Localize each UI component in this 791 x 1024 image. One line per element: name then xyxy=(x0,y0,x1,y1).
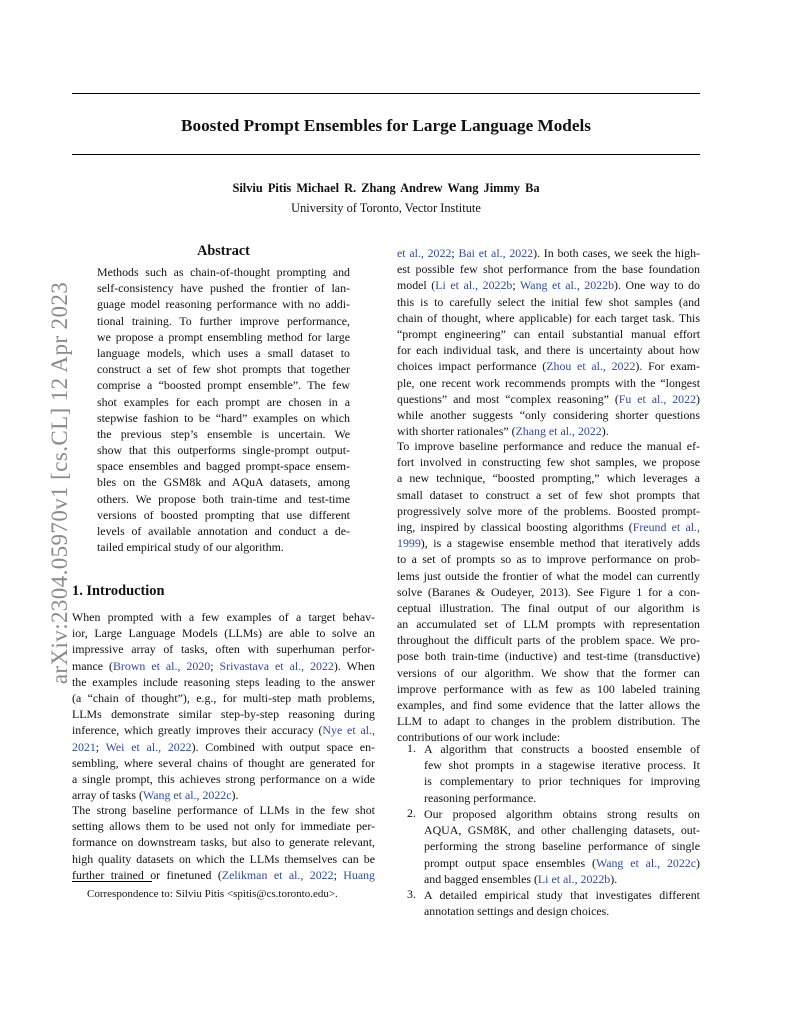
text-line: performing the strong baseline performance of single xyxy=(424,839,700,854)
text-line: versions of our algorithm. We show that the former can xyxy=(397,665,700,680)
text-line: contributions of our work include: xyxy=(397,730,561,745)
text-line: versions of boosted prompting that use different xyxy=(97,507,350,522)
text-line: space ensembles and bagged prompt-space ensem- xyxy=(97,459,350,474)
top-rule xyxy=(72,93,700,94)
list-item-number: 1. xyxy=(407,741,416,755)
text-line: est possible few shot performance from the base foundation xyxy=(397,262,700,277)
text-line: construct a set of few shot prompts that together xyxy=(97,362,350,377)
text-line: (a “chain of thought”), e.g., for multi-step math problems, xyxy=(72,690,375,705)
text-line: impressive array of tasks, often with superhuman perfor- xyxy=(72,642,375,657)
text-line: the previous step’s ensemble is uncertain. We xyxy=(97,426,350,441)
text-line: pose both train-time (inductive) and test-time (transductive) xyxy=(397,649,700,664)
text-line: bles on the GSM8k and AQuA datasets, among xyxy=(97,475,350,490)
text-line: guage model reasoning performance with no addi- xyxy=(97,297,350,312)
text-line: ior, Large Language Models (LLMs) are able to solve an xyxy=(72,626,375,641)
text-line: inference, which greatly improves their accuracy (Nye et al., xyxy=(72,723,375,738)
text-line: a single prompt, this achieves strong performance on a wide xyxy=(72,771,375,786)
text-line: to a set of prompts so as to improve performance on prob- xyxy=(397,552,700,567)
intro-paragraph-1 xyxy=(72,609,375,803)
text-line: for each individual task, and there is uncertainty about how xyxy=(397,343,700,358)
list-item xyxy=(424,806,700,887)
text-line: show that this outperforms single-prompt output- xyxy=(97,443,350,458)
text-line: LLM to adapt to changes in the problem distribution. The xyxy=(397,714,700,729)
right-paragraph-1 xyxy=(397,245,700,439)
text-line: choices impact performance (Zhou et al., 2022). For exam- xyxy=(397,359,700,374)
arxiv-side-label: arXiv:2304.05970v1 [cs.CL] 12 Apr 2023 xyxy=(47,281,72,685)
text-line: solve (Baranes & Oudeyer, 2013). See Figure 1 for a con- xyxy=(397,584,700,599)
text-line: A algorithm that constructs a boosted ensemble of xyxy=(424,742,700,756)
abstract-heading: Abstract xyxy=(197,243,250,259)
text-line: is complementary to prior techniques for improving xyxy=(424,774,700,789)
text-line: tailed empirical study of our algorithm. xyxy=(97,540,284,555)
text-line: small dataset to construct a set of few shot prompts that xyxy=(397,487,700,502)
text-line: few shot prompts in a stagewise iterative process. It xyxy=(424,758,700,773)
text-line: ple, one recent work recommends prompts with the “longest xyxy=(397,375,700,390)
text-line: tional training. To further improve performance, xyxy=(97,313,350,328)
text-line: Methods such as chain-of-thought prompting and xyxy=(97,265,350,279)
section-heading-introduction: 1. Introduction xyxy=(72,583,165,599)
text-line: this is to carefully select the initial few shot samples (and xyxy=(397,294,700,309)
text-line: comprise a “boosted prompt ensemble”. The few xyxy=(97,378,350,393)
text-line: AQUA, GSM8K, and other challenging datasets, out- xyxy=(424,823,700,838)
text-line: examples, and find some evidence that the latter allows the xyxy=(397,698,700,712)
text-line: 2021; Wei et al., 2022). Combined with output space en- xyxy=(72,739,375,754)
text-line: questions” and most “complex reasoning” (Fu et al., 2022) xyxy=(397,391,700,406)
text-line: others. We propose both train-time and test-time xyxy=(97,491,350,506)
abstract-body xyxy=(97,264,350,555)
text-line: array of tasks (Wang et al., 2022c). xyxy=(72,788,239,803)
author-list: Silviu Pitis Michael R. Zhang Andrew Wang Jimmy Ba xyxy=(232,181,540,195)
text-line: et al., 2022; Bai et al., 2022). In both cases, we seek the high- xyxy=(397,246,700,260)
text-line: while another suggests “only considering shorter questions xyxy=(397,407,700,422)
text-line: The strong baseline performance of LLMs in the few shot xyxy=(72,803,375,817)
text-line: chain of thought, where applicable) for each target task. This xyxy=(397,310,700,325)
list-item xyxy=(424,887,700,919)
text-line: setting allows them to be used not only for immediate per- xyxy=(72,819,375,834)
text-line: mance (Brown et al., 2020; Srivastava et al., 2022). When xyxy=(72,658,375,673)
text-line: annotation settings and design choices. xyxy=(424,904,610,919)
text-line: high quality datasets on which the LLMs themselves can be xyxy=(72,851,375,866)
text-line: ing, inspired by classical boosting algorithms (Freund et al., xyxy=(397,519,700,534)
list-item-number: 2. xyxy=(407,806,416,820)
text-line: throughout the difficult parts of the problem space. We pro- xyxy=(397,633,700,648)
paper-title: Boosted Prompt Ensembles for Large Language Models xyxy=(181,116,591,135)
text-line: levels of available annotation and conduct a de- xyxy=(97,524,350,538)
text-line: further trained or finetuned (Zelikman et al., 2022; Huang xyxy=(72,867,375,882)
text-line: shot examples for each prompt are chosen in a xyxy=(97,394,350,409)
text-line: 1999), is a stagewise ensemble method that iteratively adds xyxy=(397,536,700,551)
list-item-number: 3. xyxy=(407,887,416,901)
text-line: lems just outside the frontier of what the model can currently xyxy=(397,568,700,583)
text-line: and bagged ensembles (Li et al., 2022b). xyxy=(424,871,618,886)
footnote-correspondence: Correspondence to: Silviu Pitis <spitis@cs.toronto.edu>. xyxy=(87,888,338,900)
footnote-rule xyxy=(72,881,152,882)
text-line: stepwise fashion to be “hard” examples on which xyxy=(97,410,350,425)
text-line: formance on downstream tasks, but also to generate relevant, xyxy=(72,835,375,850)
text-line: language models, which uses a small dataset to xyxy=(97,345,350,360)
text-line: with shorter rationales” (Zhang et al., 2022). xyxy=(397,424,609,439)
text-line: Our proposed algorithm obtains strong results on xyxy=(424,807,700,821)
text-line: ceptual illustration. The final output of our algorithm is xyxy=(397,600,700,615)
text-line: reasoning performance. xyxy=(424,790,537,805)
text-line: an accumulated set of LLM prompts with representation xyxy=(397,617,700,632)
text-line: we propose a prompt ensembling method for large xyxy=(97,329,350,344)
text-line: When prompted with a few examples of a target behav- xyxy=(72,610,375,624)
list-item xyxy=(424,741,700,806)
text-line: LLMs demonstrate similar step-by-step reasoning during xyxy=(72,707,375,722)
text-line: fort involved in constructing few shot samples, we propose xyxy=(397,455,700,470)
affiliation: University of Toronto, Vector Institute xyxy=(291,201,481,215)
text-line: A detailed empirical study that investigates different xyxy=(424,888,700,902)
intro-paragraph-2 xyxy=(72,802,375,883)
text-line: model (Li et al., 2022b; Wang et al., 2022b). One way to do xyxy=(397,278,700,293)
text-line: To improve baseline performance and reduce the manual ef- xyxy=(397,439,700,453)
text-line: progressively solve more of the problems. Boosted prompt- xyxy=(397,503,700,518)
text-line: a new technique, “boosted prompting,” which leverages a xyxy=(397,471,700,486)
text-line: the examples include reasoning steps leading to the answer xyxy=(72,674,375,689)
text-line: improve performance with as few as 100 labeled training xyxy=(397,681,700,696)
text-line: prompt output space ensembles (Wang et al., 2022c) xyxy=(424,855,700,870)
text-line: self-consistency have pushed the frontier of lan- xyxy=(97,281,350,296)
title-bottom-rule xyxy=(72,154,700,155)
right-paragraph-2 xyxy=(397,438,700,746)
text-line: sembling, where several chains of thought are generated for xyxy=(72,755,375,770)
text-line: “prompt engineering” can entail substantial manual effort xyxy=(397,326,700,341)
